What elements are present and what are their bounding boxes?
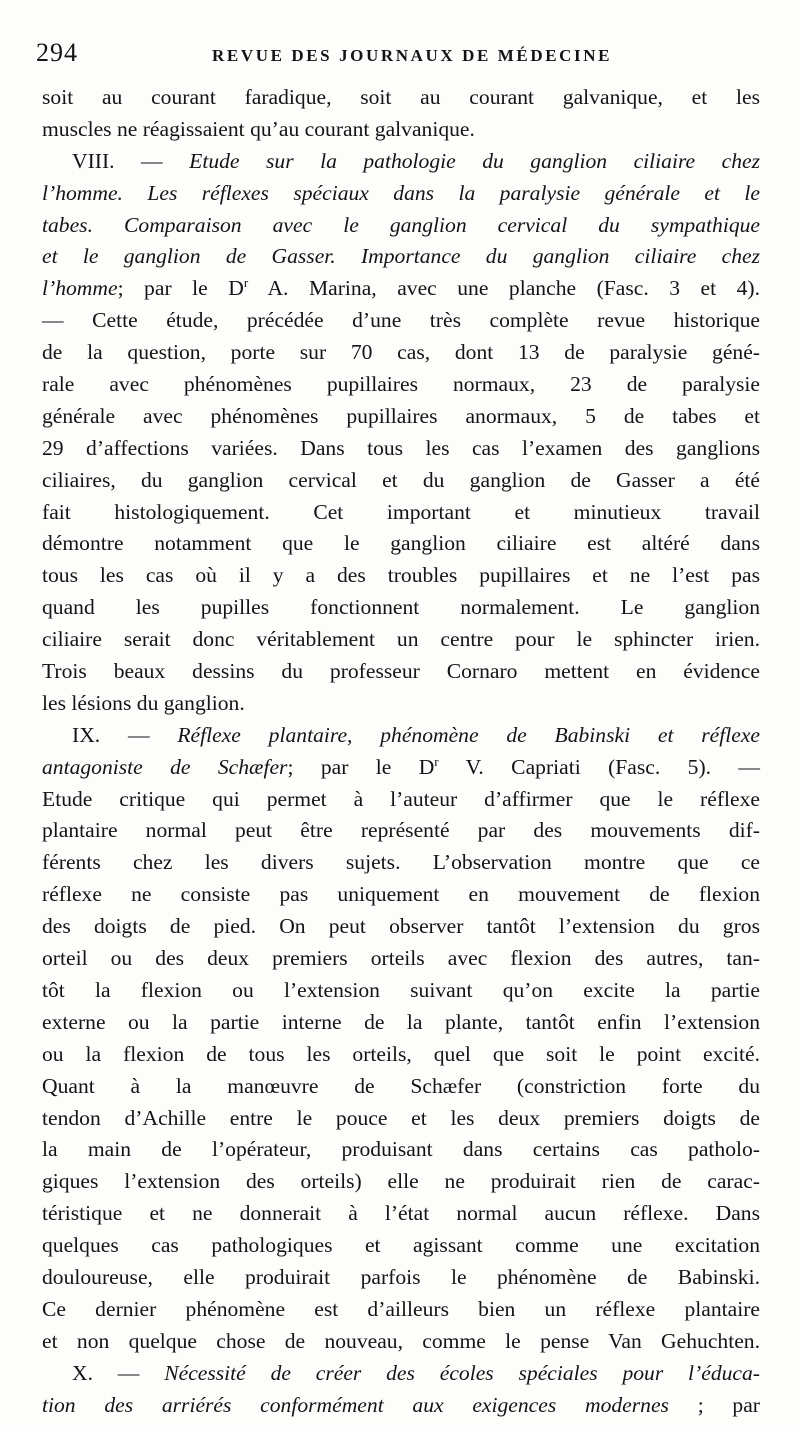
text-line <box>42 146 760 178</box>
text-span: VIII. — <box>72 148 190 173</box>
text-line: quand les pupilles fonctionnent normalement. Le ganglion <box>42 595 760 620</box>
text-line: Trois beaux dessins du professeur Cornaro mettent en évidence <box>42 659 760 684</box>
text-line: — Cette étude, précédée d’une très complète revue historique <box>42 308 760 333</box>
text-line: les lésions du ganglion. <box>42 690 245 715</box>
text-line: et non quelque chose de nouveau, comme le pense Van Gehuchten. <box>42 1328 760 1353</box>
text-line <box>42 720 760 752</box>
text-line <box>42 1390 760 1422</box>
text-line <box>42 1358 760 1390</box>
text-line: soit au courant faradique, soit au courant galvanique, et les <box>42 85 760 109</box>
text-line: réflexe ne consiste pas uniquement en mouvement de flexion <box>42 882 760 907</box>
text-line: giques l’extension des orteils) elle ne produirait rien de carac- <box>42 1169 760 1194</box>
text-line: tôt la flexion ou l’extension suivant qu’on excite la partie <box>42 977 760 1002</box>
italic-title-span: l’homme. Les réflexes spéciaux dans la paralysie générale et le <box>42 180 760 205</box>
italic-title-span: tabes. Comparaison avec le ganglion cervical du sympathique <box>42 212 760 237</box>
text-line: tendon d’Achille entre le pouce et les deux premiers doigts de <box>42 1105 760 1130</box>
text-line: Etude critique qui permet à l’auteur d’affirmer que le réflexe <box>42 786 760 811</box>
page-number: 294 <box>36 38 78 67</box>
text-line: Ce dernier phénomène est d’ailleurs bien un réflexe plantaire <box>42 1296 760 1321</box>
text-span: V. Capriati (Fasc. 5). — <box>438 754 760 779</box>
text-line: plantaire normal peut être représenté par des mouvements dif- <box>42 818 760 843</box>
body-text <box>42 82 760 1421</box>
text-line: ciliaire serait donc véritablement un centre pour le sphincter irien. <box>42 627 760 652</box>
text-line: externe ou la partie interne de la plante, tantôt enfin l’extension <box>42 1009 760 1034</box>
running-head: REVUE DES JOURNAUX DE MÉDECINE <box>212 46 613 65</box>
italic-title-span: tion des arriérés conformément aux exigences modernes <box>42 1392 669 1417</box>
text-line: générale avec phénomènes pupillaires anormaux, 5 de tabes et <box>42 403 760 428</box>
text-line: ciliaires, du ganglion cervical et du ganglion de Gasser a été <box>42 467 760 492</box>
text-line: muscles ne réagissaient qu’au courant galvanique. <box>42 116 475 141</box>
text-span: ; par le D <box>287 754 435 779</box>
superscript: r <box>434 753 439 769</box>
text-line: quelques cas pathologiques et agissant comme une excitation <box>42 1233 760 1258</box>
text-line: 29 d’affections variées. Dans tous les cas l’examen des ganglions <box>42 435 760 460</box>
text-line: téristique et ne donnerait à l’état normal aucun réflexe. Dans <box>42 1201 760 1226</box>
text-line: fait histologiquement. Cet important et minutieux travail <box>42 499 760 524</box>
italic-title-span: Nécessité de créer des écoles spéciales pour l’éduca- <box>164 1360 760 1385</box>
text-line: douloureuse, elle produirait parfois le phénomène de Babinski. <box>42 1264 760 1289</box>
text-line: orteil ou des deux premiers orteils avec flexion des autres, tan- <box>42 946 760 971</box>
text-span: ; par <box>668 1392 760 1417</box>
text-line <box>42 178 760 210</box>
italic-title-span: Etude sur la pathologie du ganglion ciliaire chez <box>189 148 760 173</box>
italic-title-span: Réflexe plantaire, phénomène de Babinski et réflexe <box>177 722 760 747</box>
text-span: A. Marina, avec une planche (Fasc. 3 et 4). <box>248 276 760 301</box>
text-line <box>42 273 760 305</box>
italic-title-span: et le ganglion de Gasser. Importance du ganglion ciliaire chez <box>42 244 760 269</box>
page-header <box>36 38 766 78</box>
text-line: férents chez les divers sujets. L’observation montre que ce <box>42 850 760 875</box>
italic-title-span: antagoniste de Schæfer <box>42 754 288 779</box>
text-span: X. — <box>72 1360 165 1385</box>
text-line: rale avec phénomènes pupillaires normaux, 23 de paralysie <box>42 372 760 397</box>
text-line: ou la flexion de tous les orteils, quel que soit le point excité. <box>42 1041 760 1066</box>
superscript: r <box>243 275 249 291</box>
text-line <box>42 752 760 784</box>
text-line: de la question, porte sur 70 cas, dont 13 de paralysie géné- <box>42 340 760 365</box>
text-line: Quant à la manœuvre de Schæfer (constriction forte du <box>42 1073 760 1098</box>
text-line: la main de l’opérateur, produisant dans certains cas patholo- <box>42 1137 760 1162</box>
italic-title-span: l’homme <box>42 276 118 301</box>
text-line <box>42 241 760 273</box>
text-line <box>42 210 760 242</box>
text-line: tous les cas où il y a des troubles pupillaires et ne l’est pas <box>42 563 760 588</box>
text-line: démontre notamment que le ganglion ciliaire est altéré dans <box>42 531 760 556</box>
text-span: ; par le D <box>117 276 244 301</box>
text-line: des doigts de pied. On peut observer tantôt l’extension du gros <box>42 914 760 939</box>
text-span: IX. — <box>72 722 178 747</box>
